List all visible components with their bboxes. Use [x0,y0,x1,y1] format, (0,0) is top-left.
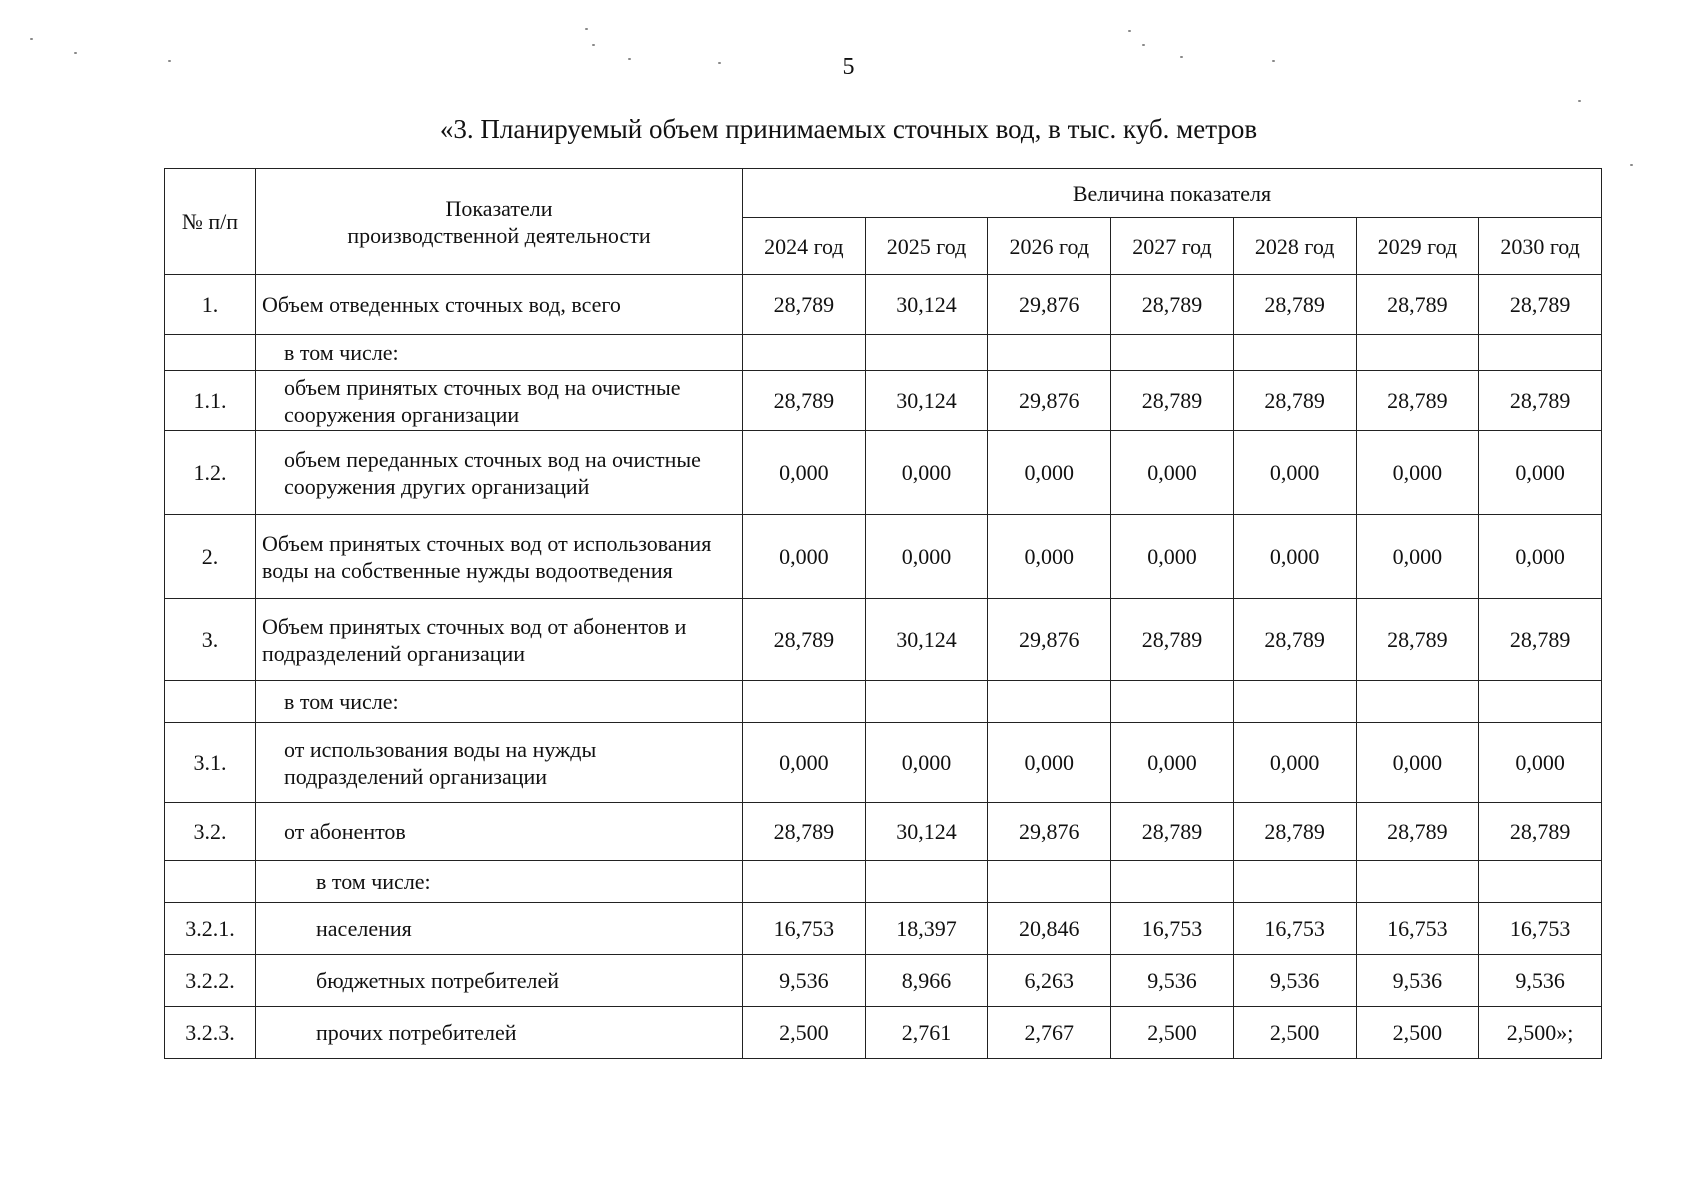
header-year: 2029 год [1356,218,1479,275]
row-number: 3.1. [165,723,256,803]
header-value-group: Величина показателя [743,169,1602,218]
value-cell: 0,000 [1111,431,1234,515]
value-cell: 29,876 [988,275,1111,335]
value-cell [1111,681,1234,723]
value-cell: 28,789 [743,803,866,861]
wastewater-volume-table [164,168,1602,1059]
value-cell [988,681,1111,723]
value-cell: 28,789 [743,599,866,681]
value-cell [1111,861,1234,903]
table-row [165,903,1602,955]
value-cell [1356,861,1479,903]
value-cell: 28,789 [1479,275,1602,335]
row-indicator-label: Объем принятых сточных вод от абонентов и подразделений организации [256,599,743,681]
row-number: 1.2. [165,431,256,515]
table-row [165,431,1602,515]
table-title: «3. Планируемый объем принимаемых сточных вод, в тыс. куб. метров [439,114,1258,144]
header-year: 2030 год [1479,218,1602,275]
table-row [165,1007,1602,1059]
value-cell [865,681,988,723]
value-cell: 2,500 [743,1007,866,1059]
value-cell: 0,000 [988,431,1111,515]
row-number: 3.2.3. [165,1007,256,1059]
value-cell: 9,536 [1356,955,1479,1007]
row-indicator-label: от абонентов [256,803,743,861]
value-cell: 16,753 [1356,903,1479,955]
row-indicator-label: Объем отведенных сточных вод, всего [256,275,743,335]
value-cell: 30,124 [865,599,988,681]
value-cell: 9,536 [743,955,866,1007]
value-cell [1479,861,1602,903]
table-row [165,599,1602,681]
value-cell: 0,000 [1479,515,1602,599]
value-cell [988,861,1111,903]
value-cell: 30,124 [865,371,988,431]
scan-speck [1180,56,1183,58]
value-cell [1111,335,1234,371]
value-cell: 2,500 [1356,1007,1479,1059]
scan-speck [592,44,595,46]
value-cell [1479,681,1602,723]
scan-speck [1630,164,1633,166]
value-cell: 0,000 [865,431,988,515]
row-indicator-label: объем принятых сточных вод на очистные сооружения организации [256,371,743,431]
value-cell: 0,000 [1111,515,1234,599]
row-number: 1. [165,275,256,335]
value-cell: 0,000 [1233,431,1356,515]
value-cell: 28,789 [1233,803,1356,861]
table-row [165,335,1602,371]
value-cell: 0,000 [1233,515,1356,599]
header-indicator-line2: производственной деятельности [347,222,651,248]
value-cell: 28,789 [743,371,866,431]
table-row [165,861,1602,903]
row-indicator-label: в том числе: [256,681,743,723]
row-number: 3.2.1. [165,903,256,955]
value-cell: 28,789 [1233,275,1356,335]
value-cell: 28,789 [1479,599,1602,681]
value-cell: 0,000 [1356,431,1479,515]
scan-speck [718,62,721,64]
value-cell [865,861,988,903]
value-cell: 16,753 [1479,903,1602,955]
value-cell: 0,000 [743,723,866,803]
header-year: 2028 год [1233,218,1356,275]
scan-speck [585,28,588,30]
row-indicator-label: Объем принятых сточных вод от использования воды на собственные нужды водоотведения [256,515,743,599]
value-cell: 0,000 [1233,723,1356,803]
row-indicator-label: в том числе: [256,335,743,371]
row-indicator-label: от использования воды на нужды подразделений организации [256,723,743,803]
row-indicator-label: объем переданных сточных вод на очистные сооружения других организаций [256,431,743,515]
value-cell [865,335,988,371]
scan-speck [1272,60,1275,62]
value-cell: 9,536 [1479,955,1602,1007]
value-cell: 29,876 [988,371,1111,431]
value-cell: 2,500 [1111,1007,1234,1059]
value-cell: 16,753 [743,903,866,955]
header-year: 2025 год [865,218,988,275]
value-cell: 28,789 [1233,371,1356,431]
value-cell: 2,767 [988,1007,1111,1059]
value-cell: 30,124 [865,275,988,335]
value-cell [1233,335,1356,371]
header-year: 2024 год [743,218,866,275]
scan-speck [30,38,33,40]
header-indicator-line1: Показатели [445,195,553,221]
value-cell [1356,335,1479,371]
value-cell: 0,000 [1479,431,1602,515]
row-number: 2. [165,515,256,599]
value-cell: 29,876 [988,803,1111,861]
value-cell: 0,000 [1111,723,1234,803]
value-cell: 2,500»; [1479,1007,1602,1059]
table-row [165,275,1602,335]
value-cell: 28,789 [1356,371,1479,431]
table-row [165,681,1602,723]
table-header-row-1 [165,169,1602,218]
value-cell: 28,789 [1356,599,1479,681]
value-cell: 28,789 [1233,599,1356,681]
value-cell [1233,861,1356,903]
value-cell: 29,876 [988,599,1111,681]
row-number [165,861,256,903]
page-number: 5 [842,54,855,80]
value-cell [743,681,866,723]
scan-speck [74,52,77,54]
header-year: 2026 год [988,218,1111,275]
value-cell: 0,000 [865,515,988,599]
row-indicator-label: населения [256,903,743,955]
value-cell: 9,536 [1233,955,1356,1007]
table-row [165,803,1602,861]
value-cell: 28,789 [1111,803,1234,861]
value-cell: 2,500 [1233,1007,1356,1059]
value-cell: 8,966 [865,955,988,1007]
value-cell: 16,753 [1111,903,1234,955]
header-indicator [256,169,743,275]
row-indicator-label: бюджетных потребителей [256,955,743,1007]
scan-speck [628,58,631,60]
table-row [165,515,1602,599]
value-cell: 20,846 [988,903,1111,955]
row-indicator-label: прочих потребителей [256,1007,743,1059]
value-cell: 28,789 [743,275,866,335]
value-cell [1479,335,1602,371]
value-cell [1233,681,1356,723]
value-cell: 0,000 [743,515,866,599]
value-cell: 28,789 [1479,371,1602,431]
table-row [165,371,1602,431]
scan-speck [1128,30,1131,32]
value-cell: 0,000 [988,723,1111,803]
value-cell: 0,000 [1479,723,1602,803]
table-row [165,955,1602,1007]
value-cell: 0,000 [743,431,866,515]
value-cell: 2,761 [865,1007,988,1059]
value-cell: 16,753 [1233,903,1356,955]
header-number: № п/п [165,169,256,275]
scan-speck [1578,100,1581,102]
row-number: 1.1. [165,371,256,431]
value-cell: 0,000 [1356,515,1479,599]
value-cell: 28,789 [1356,803,1479,861]
value-cell [988,335,1111,371]
value-cell: 0,000 [1356,723,1479,803]
value-cell [743,861,866,903]
row-indicator-label: в том числе: [256,861,743,903]
value-cell [1356,681,1479,723]
value-cell [743,335,866,371]
scan-speck [1142,44,1145,46]
row-number: 3. [165,599,256,681]
value-cell: 28,789 [1479,803,1602,861]
value-cell: 9,536 [1111,955,1234,1007]
value-cell: 28,789 [1111,371,1234,431]
value-cell: 0,000 [865,723,988,803]
value-cell: 28,789 [1111,599,1234,681]
value-cell: 0,000 [988,515,1111,599]
row-number [165,335,256,371]
value-cell: 28,789 [1356,275,1479,335]
value-cell: 18,397 [865,903,988,955]
row-number: 3.2.2. [165,955,256,1007]
row-number [165,681,256,723]
row-number: 3.2. [165,803,256,861]
scan-speck [168,60,171,62]
value-cell: 30,124 [865,803,988,861]
value-cell: 6,263 [988,955,1111,1007]
table-row [165,723,1602,803]
header-year: 2027 год [1111,218,1234,275]
value-cell: 28,789 [1111,275,1234,335]
